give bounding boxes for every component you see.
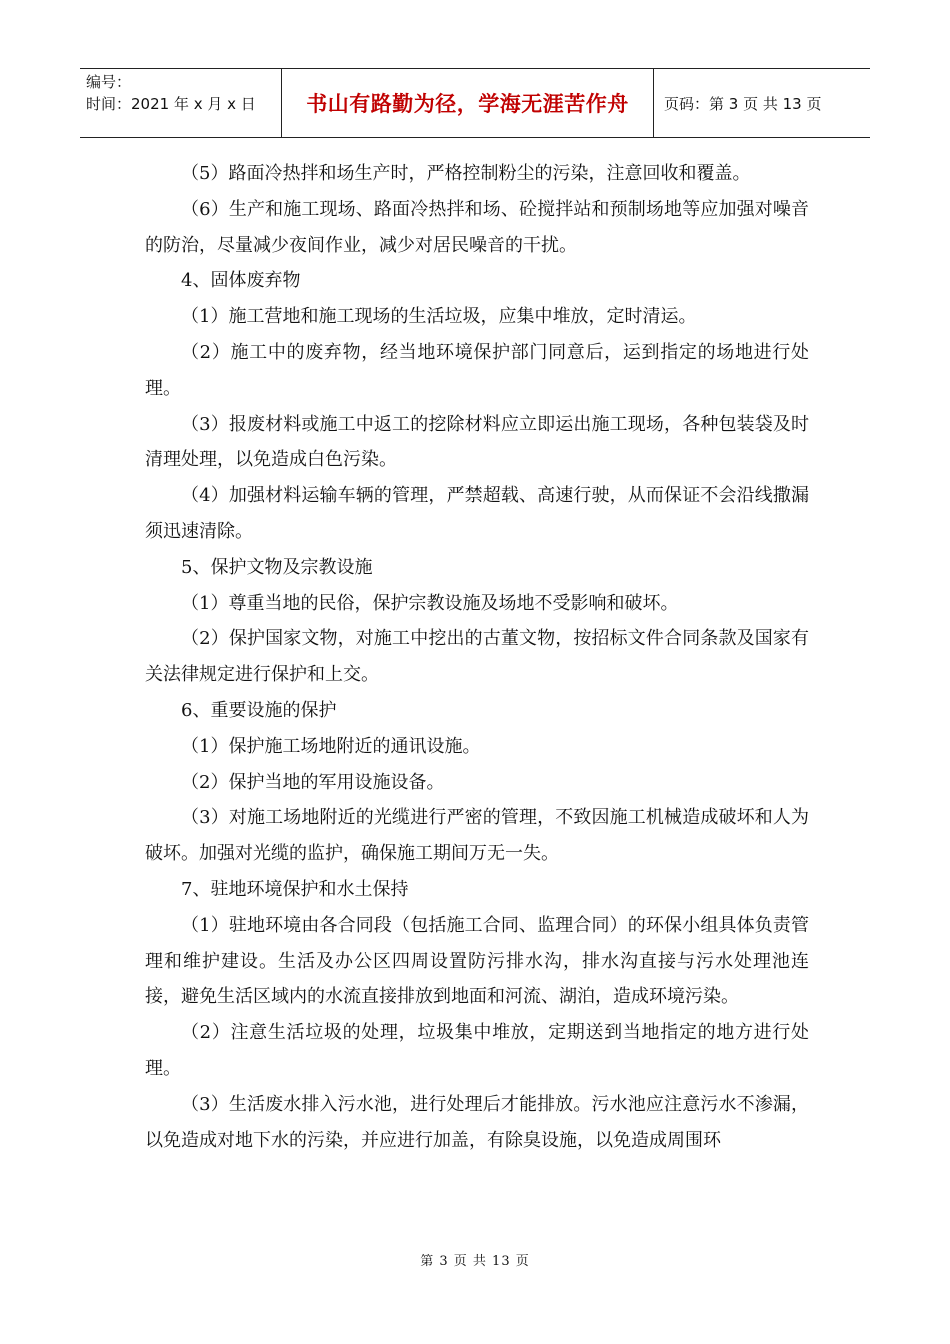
section-heading: 7、驻地环境保护和水土保持 <box>181 878 409 900</box>
page-footer: 第 3 页 共 13 页 <box>420 1254 530 1269</box>
paragraph: （5）路面冷热拌和场生产时，严格控制粉尘的污染，注意回收和覆盖。 <box>181 163 751 184</box>
paragraph: （3）生活废水排入污水池，进行处理后才能排放。污水池应注意污水不渗漏，以免造成对地下水的污染，并应进行加盖，有除臭设施，以免造成周围环 <box>145 1093 809 1151</box>
paragraph: （3）对施工场地附近的光缆进行严密的管理，不致因施工机械造成破坏和人为破坏。加强对光缆的监护，确保施工期间万无一失。 <box>145 807 809 865</box>
paragraph: （1）保护施工场地附近的通讯设施。 <box>181 735 481 757</box>
page-header <box>80 68 870 138</box>
section-heading: 5、保护文物及宗教设施 <box>181 556 373 578</box>
section-heading: 6、重要设施的保护 <box>181 699 337 721</box>
header-motto: 书山有路勤为径，学海无涯苦作舟 <box>282 69 654 137</box>
paragraph: （2）注意生活垃圾的处理，垃圾集中堆放，定期送到当地指定的地方进行处理。 <box>145 1022 809 1079</box>
header-page-info: 页码：第 3 页 共 13 页 <box>664 94 822 113</box>
paragraph: （1）施工营地和施工现场的生活垃圾，应集中堆放，定时清运。 <box>181 306 697 328</box>
header-meta <box>80 69 282 137</box>
paragraph: （2）保护国家文物，对施工中挖出的古董文物，按招标文件合同条款及国家有关法律规定进行保护和上交。 <box>145 628 809 686</box>
paragraph: （3）报废材料或施工中返工的挖除材料应立即运出施工现场，各种包装袋及时清理处理，以免造成白色污染。 <box>145 413 809 471</box>
paragraph: （6）生产和施工现场、路面冷热拌和场、砼搅拌站和预制场地等应加强对噪音的防治，尽量减少夜间作业，减少对居民噪音的干扰。 <box>145 198 809 256</box>
document-number-label: 编号： <box>86 73 132 91</box>
document-body <box>145 156 809 1158</box>
paragraph: （4）加强材料运输车辆的管理，严禁超载、高速行驶，从而保证不会沿线撒漏须迅速清除。 <box>145 485 809 542</box>
paragraph: （2）保护当地的军用设施设备。 <box>181 771 445 793</box>
paragraph: （1）驻地环境由各合同段（包括施工合同、监理合同）的环保小组具体负责管理和维护建设。生活及办公区四周设置防污排水沟，排水沟直接与污水处理池连接，避免生活区域内的水流直接排放到地面和河流、湖泊，造成环境污染。 <box>145 914 809 1008</box>
paragraph: （2）施工中的废弃物，经当地环境保护部门同意后，运到指定的场地进行处理。 <box>145 341 809 399</box>
section-heading: 4、固体废弃物 <box>181 270 301 292</box>
paragraph: （1）尊重当地的民俗，保护宗教设施及场地不受影响和破坏。 <box>181 592 679 614</box>
document-time-label: 时间：2021 年 x 月 x 日 <box>86 95 256 113</box>
